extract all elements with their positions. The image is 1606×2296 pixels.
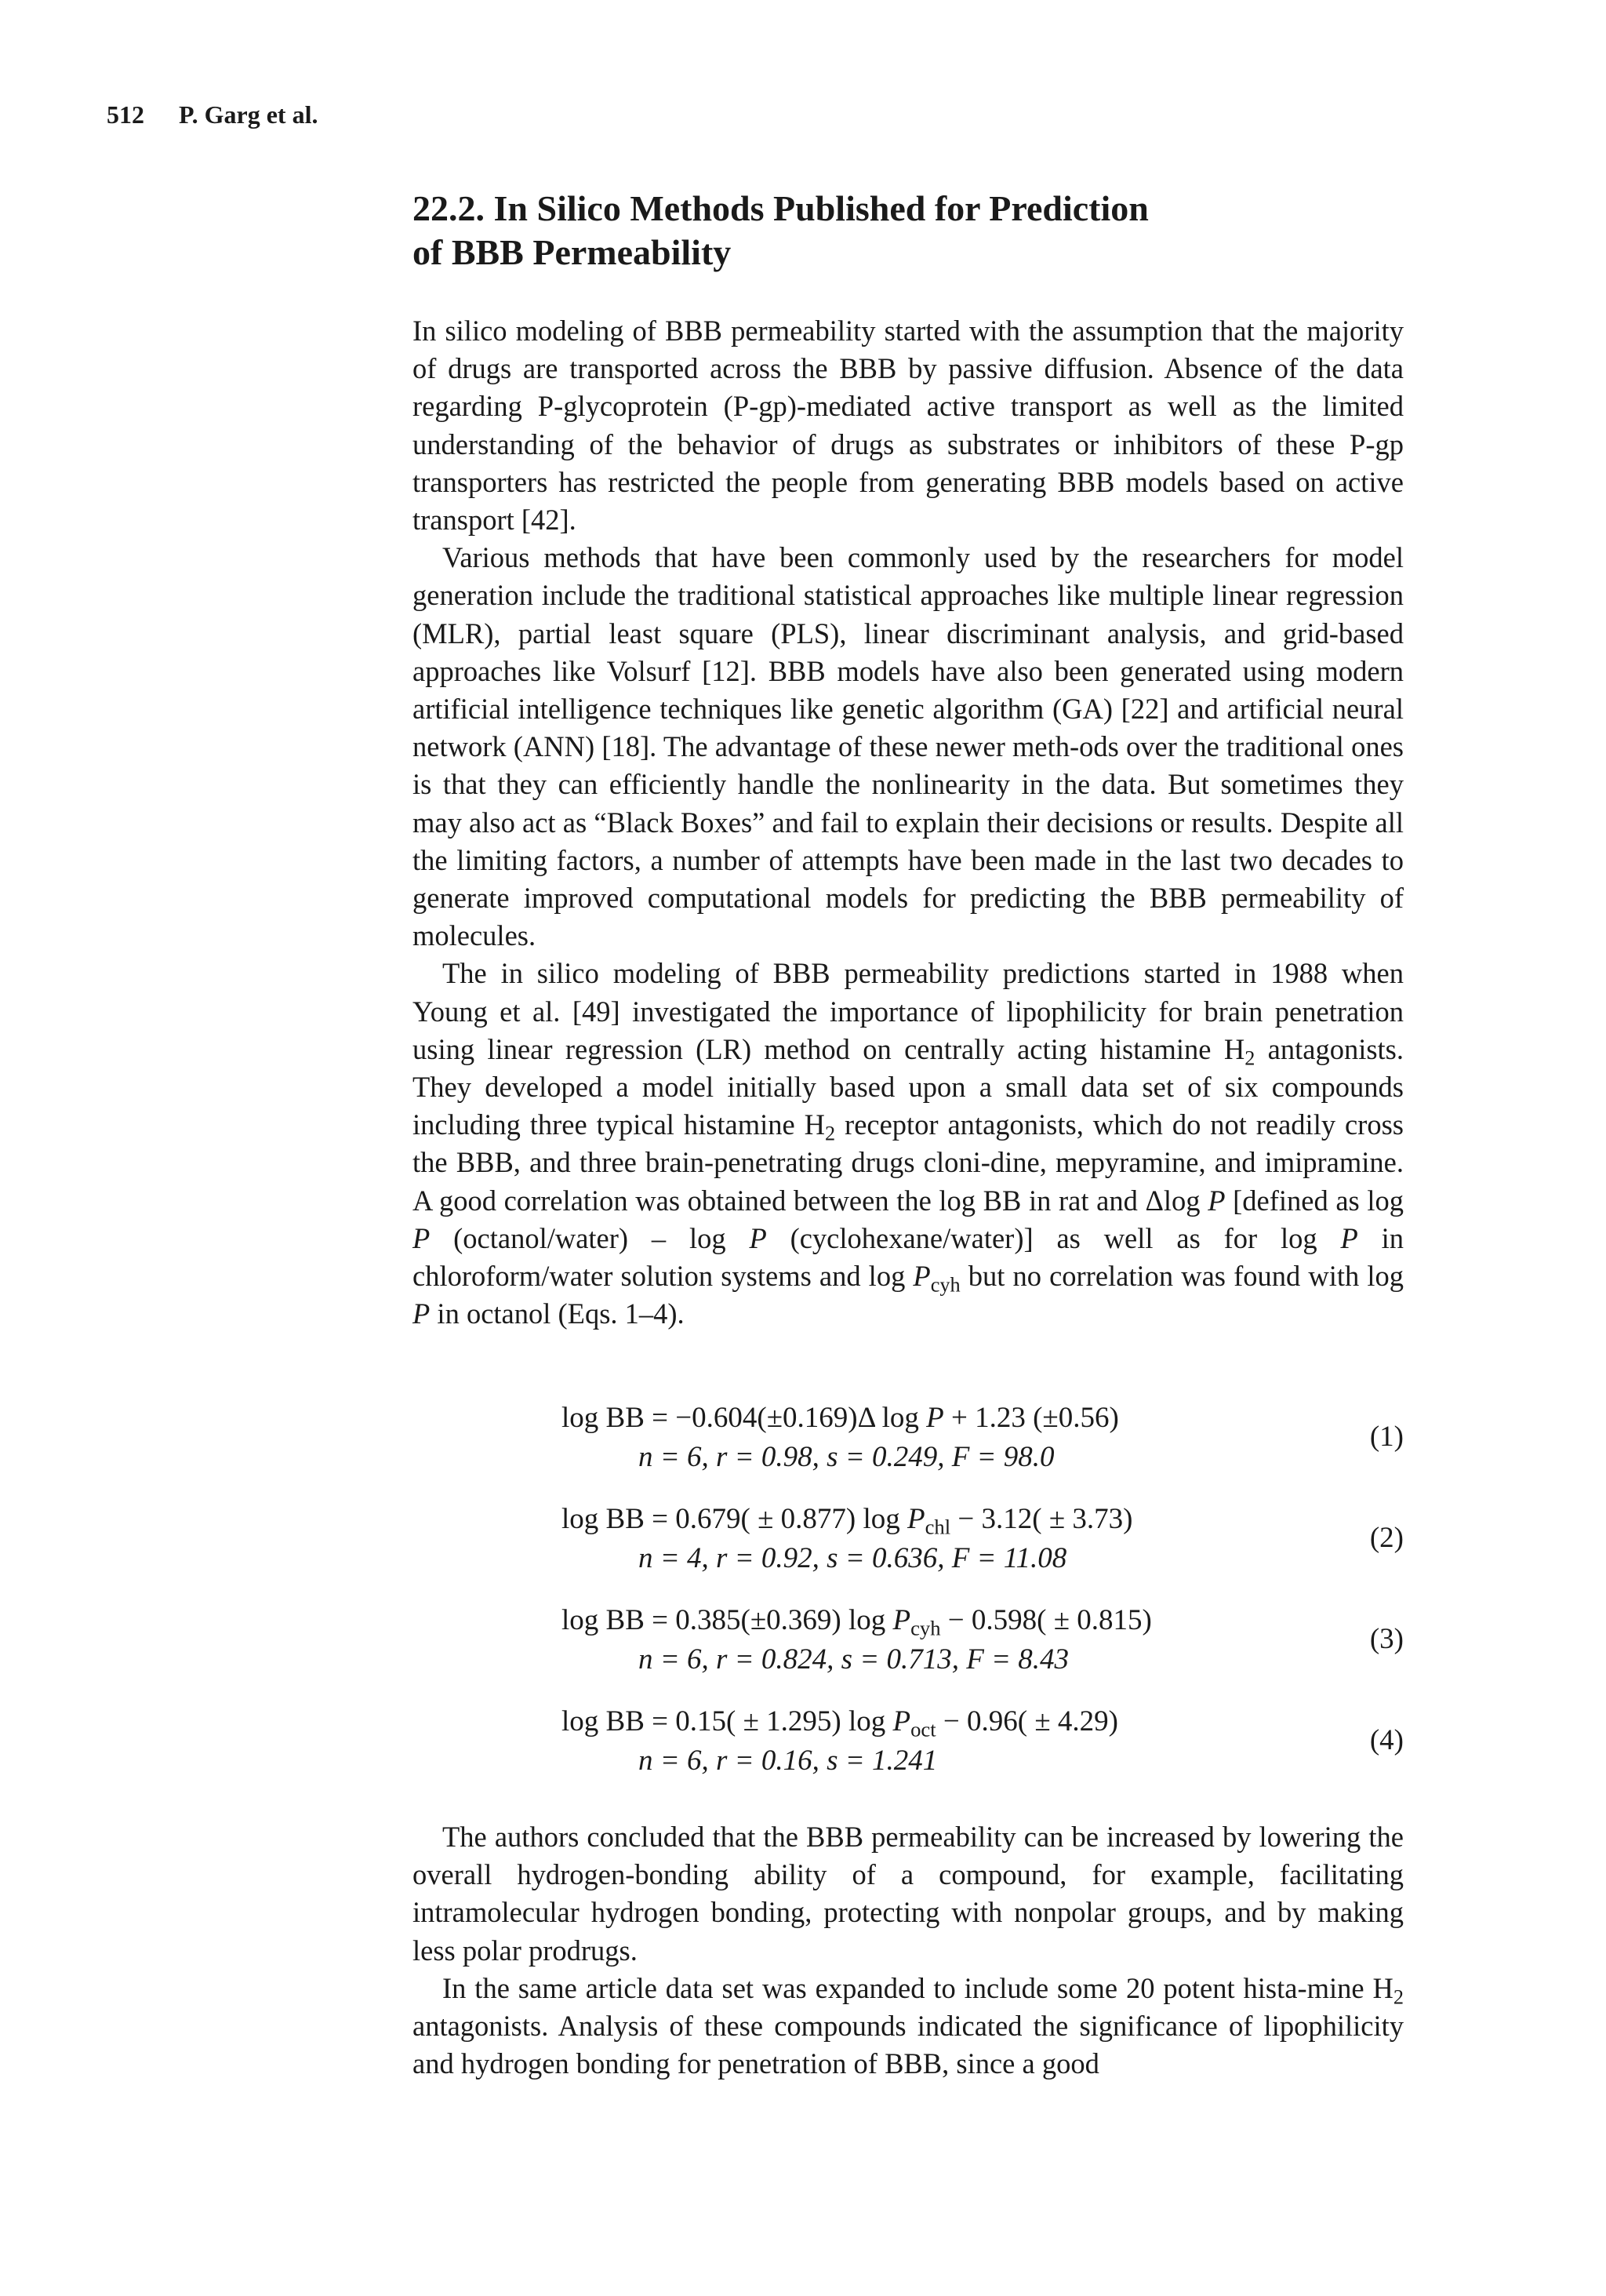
symbol-p: P [907, 1503, 925, 1535]
symbol-p: P [412, 1297, 431, 1330]
equation-4-lhs: log BB = 0.15( ± 1.295) log [561, 1705, 893, 1737]
equation-3-formula [561, 1603, 1152, 1640]
subscript-cyh: cyh [930, 1273, 961, 1297]
equation-1-number: (1) [1369, 1421, 1404, 1453]
subscript-chl: chl [925, 1515, 951, 1539]
paragraph-5 [412, 1970, 1404, 2083]
equation-4-formula [561, 1705, 1118, 1741]
equation-4-rhs: − 0.96( ± 4.29) [936, 1705, 1118, 1737]
equations-block [412, 1401, 1404, 1806]
p3-text-b: antagonists. They developed a model initially based upon a small data set of six compounds including three typical histamine H [412, 1032, 1404, 1141]
paragraph-4: The authors concluded that the BBB permeability can be increased by lowering the overall hydrogen-bonding ability of a compound, for example, facilitating intramolecular hydrogen bonding, protecting with nonpolar groups, and by making less polar prodrugs. [412, 1821, 1404, 1967]
section-title-line2: of BBB Permeability [412, 232, 732, 272]
symbol-p: P [412, 1221, 431, 1254]
equation-1-rhs: + 1.23 (±0.56) [943, 1402, 1119, 1434]
p3-text-d: [defined as log [1225, 1184, 1404, 1217]
equation-3-lhs: log BB = 0.385(±0.369) log [561, 1604, 893, 1636]
symbol-p: P [892, 1604, 911, 1636]
equation-3-rhs: − 0.598( ± 0.815) [940, 1604, 1152, 1636]
subscript-2: 2 [825, 1122, 836, 1145]
equation-2-lhs: log BB = 0.679( ± 0.877) log [561, 1503, 907, 1535]
equation-3-number: (3) [1369, 1623, 1404, 1655]
equation-2-number: (2) [1369, 1522, 1404, 1554]
section-title-line1: 22.2. In Silico Methods Published for Prediction [412, 188, 1149, 228]
equation-3 [412, 1603, 1404, 1679]
subscript-2: 2 [1244, 1046, 1255, 1070]
symbol-p: P [913, 1260, 931, 1293]
page-number: 512 [107, 100, 144, 129]
equation-2-rhs: − 3.12( ± 3.73) [950, 1503, 1133, 1535]
p5-text-b: antagonists. Analysis of these compounds indicated the significance of lipophilicity and hydrogen bonding for penetration of BBB, since a good [412, 2010, 1404, 2080]
symbol-p: P [1340, 1221, 1358, 1254]
equation-1-formula [561, 1401, 1119, 1435]
p3-text-i: in octanol (Eqs. 1–4). [430, 1297, 685, 1330]
body-text-top [412, 312, 1404, 1333]
p3-text-a: The in silico modeling of BBB permeability predictions started in 1988 when Young et al. [49] investigated the importance of lipophilicity for brain penetration using linear regression (LR) method on centrally acting histamine H [412, 957, 1404, 1065]
equation-3-stats: n = 6, r = 0.824, s = 0.713, F = 8.43 [638, 1643, 1070, 1676]
paragraph-1: In silico modeling of BBB permeability started with the assumption that the majority of drugs are transported across the BBB by passive diffusion. Absence of the data regarding P-glycoprotein (P-gp)-mediated active transport as well as the limited understanding of the behavior of drugs as substrates or inhibitors of these P-gp transporters has restricted the people from generating BBB models based on active transport [42]. [412, 315, 1404, 537]
equation-4-stats: n = 6, r = 0.16, s = 1.241 [638, 1745, 938, 1777]
paragraph-3 [412, 955, 1404, 1333]
equation-1-stats: n = 6, r = 0.98, s = 0.249, F = 98.0 [638, 1441, 1055, 1473]
paragraph-2: Various methods that have been commonly used by the researchers for model generation include the traditional statistical approaches like multiple linear regression (MLR), partial least square (PLS), linear discriminant analysis, and grid-based approaches like Volsurf [12]. BBB models have also been generated using modern artificial intelligence techniques like genetic algorithm (GA) [22] and artificial neural network (ANN) [18]. The advantage of these newer meth-ods over the traditional ones is that they can efficiently handle the nonlinearity in the data. But sometimes they may also act as “Black Boxes” and fail to explain their decisions or results. Despite all the limiting factors, a number of attempts have been made in the last two decades to generate improved computational models for predicting the BBB permeability of molecules. [412, 541, 1404, 952]
symbol-p: P [926, 1402, 944, 1434]
p3-text-e: (octanol/water) – log [430, 1221, 750, 1254]
equation-2 [412, 1502, 1404, 1578]
running-head [107, 100, 318, 129]
running-title: P. Garg et al. [179, 100, 318, 129]
equation-2-stats: n = 4, r = 0.92, s = 0.636, F = 11.08 [638, 1542, 1067, 1574]
symbol-p: P [892, 1705, 911, 1737]
equation-1-lhs: log BB = −0.604(±0.169)Δ log [561, 1402, 927, 1434]
symbol-p: P [1208, 1184, 1226, 1217]
equation-4 [412, 1705, 1404, 1781]
body-text-bottom [412, 1818, 1404, 2083]
subscript-2: 2 [1393, 1985, 1404, 2009]
equation-1 [412, 1401, 1404, 1477]
p3-text-h: but no correlation was found with log [960, 1260, 1404, 1293]
subscript-cyh: cyh [910, 1616, 941, 1640]
equation-4-number: (4) [1369, 1724, 1404, 1756]
p3-text-c: receptor antagonists, which do not readily cross the BBB, and three brain-penetrating drugs cloni-dine, mepyramine, and imipramine. A good correlation was obtained between the log BB in rat and Δlog [412, 1108, 1404, 1217]
symbol-p: P [749, 1221, 767, 1254]
p3-text-g: in chloroform/water solution systems and log [412, 1221, 1404, 1293]
p3-text-f: (cyclohexane/water)] as well as for log [766, 1221, 1341, 1254]
p5-text-a: In the same article data set was expanded to include some 20 potent hista-mine H [442, 1971, 1393, 2004]
subscript-oct: oct [910, 1717, 936, 1741]
equation-2-formula [561, 1502, 1133, 1539]
section-title [412, 187, 1432, 275]
